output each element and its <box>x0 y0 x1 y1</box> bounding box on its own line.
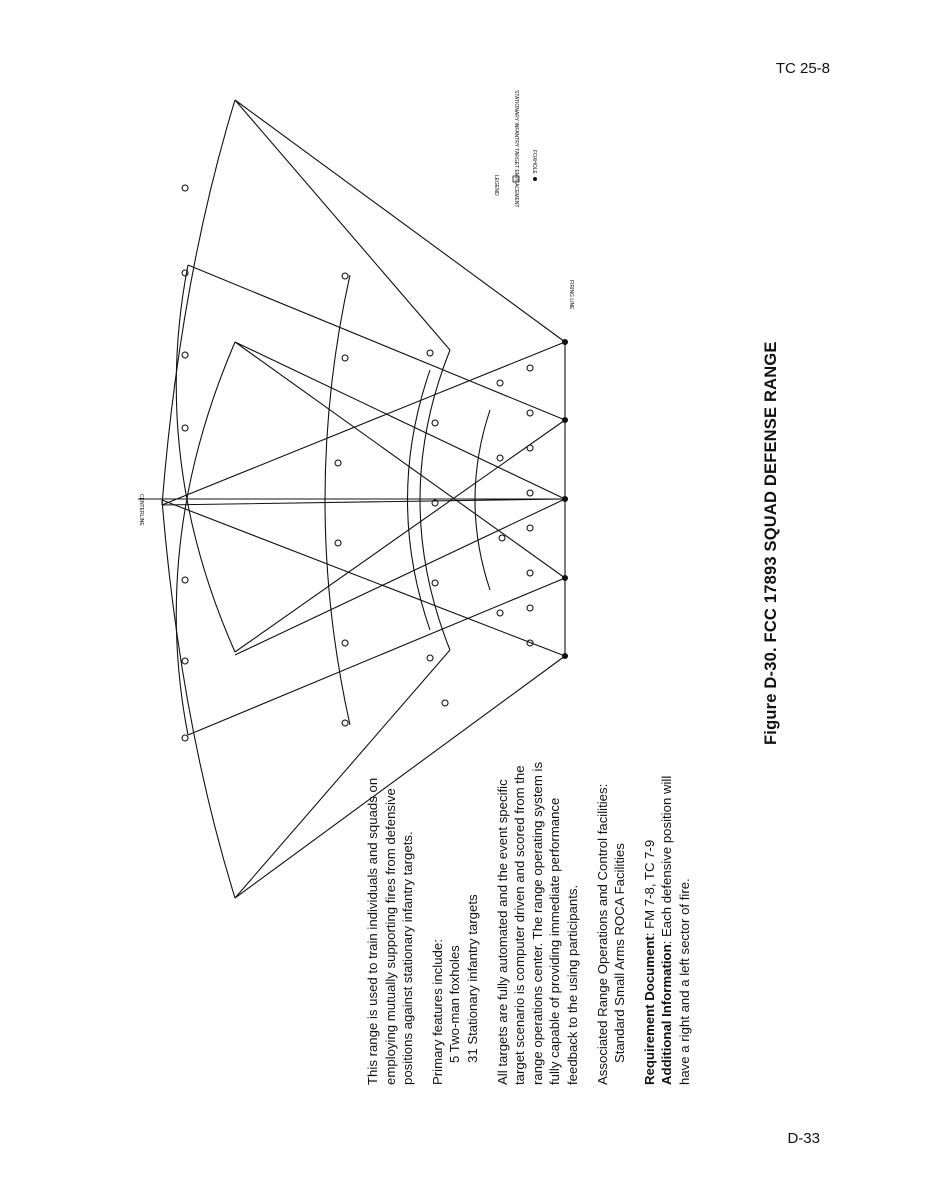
target-marks <box>182 185 533 741</box>
foxhole-icon <box>533 177 537 181</box>
additional-label: Additional Information <box>659 944 675 1085</box>
requirement-block <box>641 755 694 1085</box>
automation-paragraph: All targets are fully automated and the event specific target scenario is computer driven and scored from the range operations center. The range operating system is fully capable of providing immediate performance feedback to the using participants. <box>494 761 580 1085</box>
facilities-block <box>594 755 629 1085</box>
requirement-label: Requirement Document <box>641 936 657 1085</box>
centerline-label: CENTERLINE <box>138 494 144 526</box>
feature-item: 31 Stationary infantry targets <box>464 894 480 1063</box>
facility-item: Standard Small Arms ROCA Facilities <box>612 843 628 1063</box>
legend <box>493 90 537 208</box>
legend-item-label: STATIONARY INFANTRY TARGET EMPLACEMENT <box>513 90 519 208</box>
requirement-value: : FM 7-8, TC 7-9 <box>641 839 657 937</box>
body-text <box>364 755 694 1085</box>
intro-paragraph: This range is used to train individuals and squads on employing mutually supporting fires from defensive positions against stationary infantry targets. <box>365 777 416 1085</box>
range-diagram <box>130 80 574 800</box>
firing-line-label: FIRING LINE <box>568 280 574 310</box>
document-code: TC 25-8 <box>775 60 830 77</box>
facilities-heading: Associated Range Operations and Control facilities: <box>594 783 610 1085</box>
legend-title: LEGEND <box>493 175 499 196</box>
feature-item: 5 Two-man foxholes <box>447 945 463 1063</box>
figure-caption: Figure D-30. FCC 17893 SQUAD DEFENSE RANGE <box>762 341 780 745</box>
legend-item-label: FOXHOLE <box>531 150 537 174</box>
features-heading: Primary features include: <box>429 939 445 1085</box>
features-block <box>429 755 482 1085</box>
additional-value: : Each defensive position will have a right and a left sector of fire. <box>659 775 692 1085</box>
page-number: D-33 <box>787 1130 820 1147</box>
